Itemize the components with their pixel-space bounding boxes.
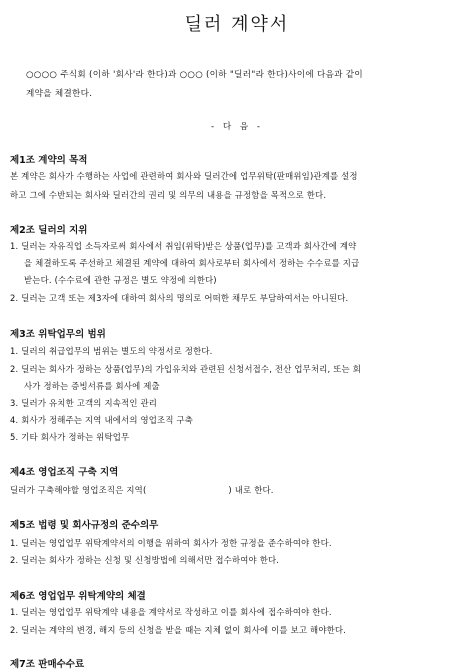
article-3-line: 3. 딜러가 유치한 고객의 지속적인 관리 bbox=[10, 398, 158, 408]
article-1-title: 제1조 계약의 목적 bbox=[10, 155, 88, 166]
article-3-title: 제3조 위탁업무의 범위 bbox=[10, 329, 106, 340]
article-5-line: 2. 딜러는 회사가 정하는 신청 및 신청방법에 의해서만 접수하여야 한다. bbox=[10, 555, 280, 565]
article-5-title: 제5조 법령 및 회사규정의 준수의무 bbox=[10, 520, 159, 531]
section-divider: - 다 음 - bbox=[210, 122, 263, 132]
article-3-line: 5. 기타 회사가 정하는 위탁업무 bbox=[10, 432, 130, 442]
article-4-suffix: ) 내로 한다. bbox=[228, 485, 274, 495]
article-7-title: 제7조 판매수수료 bbox=[10, 659, 85, 670]
document-title: 딜러 계약서 bbox=[184, 14, 290, 35]
intro-paragraph bbox=[26, 66, 454, 104]
intro-line: ○○○○ 주식회 (이하 '회사'라 한다)과 ○○○ (이하 "딜러"라 한다)사이에 다음과 같이 bbox=[26, 70, 363, 80]
article-2-line: 1. 딜러는 자유직업 소득자로써 회사에서 취임(위탁)받은 상품(업무)를 고객과 회사간에 계약 bbox=[10, 241, 357, 251]
article-2-title: 제2조 딜러의 지위 bbox=[10, 225, 88, 236]
article-5-line: 1. 딜러는 영업업무 위탁계약서의 이행을 위하여 회사가 정한 규정을 준수하여야 한다. bbox=[10, 538, 332, 548]
article-6-line: 2. 딜러는 계약의 변경, 해지 등의 신청을 받을 때는 지체 없이 회사에 이를 보고 해야한다. bbox=[10, 625, 347, 635]
article-3-line: 사가 정하는 증빙서류를 회사에 제출 bbox=[24, 381, 160, 391]
article-1-line: 본 계약은 회사가 수행하는 사업에 관련하여 회사와 딜러간에 업무위탁(판매위임)관계를 설정 bbox=[10, 171, 358, 181]
article-2-line: 받는다. (수수료에 관한 규정은 별도 약정에 의한다) bbox=[24, 275, 217, 285]
article-2-line: 2. 딜러는 고객 또는 제3자에 대하여 회사의 명의로 어떠한 채무도 부담하여서는 아니된다. bbox=[10, 293, 349, 303]
intro-line: 계약을 체결한다. bbox=[26, 89, 93, 99]
article-3-line: 1. 딜러의 취급업무의 범위는 별도의 약정서로 정한다. bbox=[10, 346, 213, 356]
article-6-line: 1. 딜러는 영업업무 위탁계약 내용을 계약서로 작성하고 이를 회사에 접수하여야 한다. bbox=[10, 607, 332, 617]
article-3-line: 2. 딜러는 회사가 정하는 상품(업무)의 가입유치와 관련된 신청서접수, 전산 업무처리, 또는 회 bbox=[10, 364, 361, 374]
article-1-line: 하고 그에 수반되는 회사와 딜러간의 권리 및 의무의 내용을 규정함을 목적으로 한다. bbox=[10, 190, 327, 200]
article-3-line: 4. 회사가 정해주는 지역 내에서의 영업조직 구축 bbox=[10, 415, 194, 425]
article-2-line: 을 체결하도록 주선하고 체결된 계약에 대하여 회사로부터 회사에서 정하는 수수료를 지급 bbox=[24, 258, 360, 268]
article-4-title: 제4조 영업조직 구축 지역 bbox=[10, 467, 119, 478]
article-4-line bbox=[10, 484, 274, 496]
article-6-title: 제6조 영업업무 위탁계약의 체결 bbox=[10, 591, 146, 602]
article-4-prefix: 딜러가 구축해야할 영업조직은 지역( bbox=[10, 485, 147, 495]
